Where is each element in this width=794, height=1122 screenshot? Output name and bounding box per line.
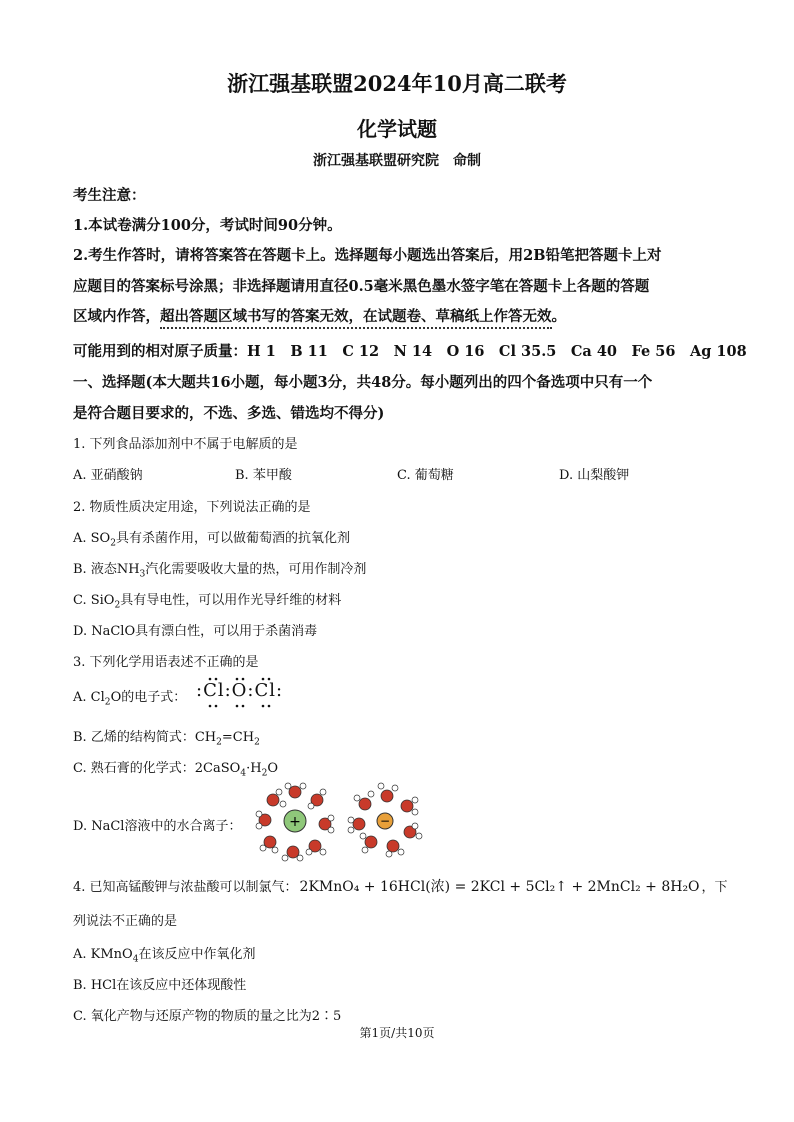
text: C. 熟石膏的化学式：2CaSO [73, 761, 241, 776]
text: 具有导电性，可以用作光导纤维的材料 [120, 593, 342, 608]
electron-formula-text: :Cl:O:Cl: [196, 680, 284, 701]
q3-stem: 3. 下列化学用语表述不正确的是 [73, 655, 259, 670]
text: A. KMnO [73, 947, 133, 962]
q4-option-c: C. 氧化产物与还原产物的物质的量之比为2∶5 [73, 1009, 342, 1024]
notice-item-2-line-3 [73, 305, 566, 326]
text: O [267, 761, 279, 776]
notice-text: 区域内作答， [73, 308, 160, 325]
emphasis-text: 超出答题区域书写的答案无效，在试题卷、草稿纸上作答无效 [160, 308, 552, 329]
text: O的电子式： [110, 690, 187, 705]
notice-item-1: 1.本试卷满分100分，考试时间90分钟。 [73, 217, 342, 234]
q1-option-b: B. 苯甲酸 [235, 468, 292, 483]
q4-stem-line-2: 列说法不正确的是 [73, 914, 178, 929]
subject-title: 化学试题 [357, 117, 437, 141]
plus-sign: + [289, 814, 301, 830]
q4-option-b: B. HCl在该反应中还体现酸性 [73, 978, 247, 993]
section-1-line-1: 一、选择题(本大题共16小题，每小题3分，共48分。每小题列出的四个备选项中只有一个 [73, 374, 653, 391]
notice-item-2-line-2: 应题目的答案标号涂黑；非选择题请用直径0.5毫米黑色墨水签字笔在答题卡上各题的答题 [73, 278, 650, 295]
q4-stem [73, 876, 728, 896]
q1-option-a: A. 亚硝酸钠 [73, 468, 143, 483]
text: 汽化需要吸收大量的热，可用作制冷剂 [145, 562, 367, 577]
q3-option-d: D. NaCl溶液中的水合离子： [73, 819, 242, 834]
text: C. SiO [73, 593, 115, 608]
subscript: 2 [261, 768, 268, 779]
exam-title: 浙江强基联盟2024年10月高二联考 [227, 71, 567, 96]
q2-stem: 2. 物质性质决定用途，下列说法正确的是 [73, 500, 311, 515]
q2-option-c [73, 589, 341, 611]
text: =CH [221, 730, 255, 745]
hydrated-ions-diagram [255, 782, 435, 862]
text: 具有杀菌作用，可以做葡萄酒的抗氧化剂 [116, 531, 351, 546]
subscript: 2 [110, 538, 117, 549]
author-line: 浙江强基联盟研究院 命制 [313, 153, 481, 169]
page-footer: 第1页/共10页 [359, 1026, 435, 1040]
q3-option-c [73, 757, 278, 779]
subscript: 2 [254, 737, 260, 748]
text: 在该反应中作氧化剂 [138, 947, 256, 962]
q3-option-a [73, 686, 186, 708]
q1-stem: 1. 下列食品添加剂中不属于电解质的是 [73, 437, 298, 452]
text: B. 乙烯的结构简式：CH [73, 730, 217, 745]
notice-heading: 考生注意： [73, 187, 146, 204]
subscript: 2 [104, 697, 111, 708]
lone-pair-dots [196, 676, 286, 710]
text: ·H [246, 761, 262, 776]
text: ，下 [701, 880, 728, 895]
text: 4. 已知高锰酸钾与浓盐酸可以制氯气： [73, 880, 298, 895]
subscript: 3 [139, 569, 146, 580]
hydrated-cation [256, 783, 334, 861]
q1-option-c: C. 葡萄糖 [397, 468, 454, 483]
q4-option-a [73, 943, 256, 965]
text: B. 液态NH [73, 562, 140, 577]
q3-option-b [73, 726, 260, 748]
minus-sign: − [379, 814, 391, 828]
text: A. SO [73, 531, 111, 546]
text: A. Cl [73, 690, 105, 705]
subscript: 4 [132, 954, 139, 965]
subscript: 2 [216, 737, 222, 748]
notice-item-2-line-1: 2.考生作答时，请将答案答在答题卡上。选择题每小题选出答案后，用2B铅笔把答题卡上对 [73, 247, 662, 264]
atomic-mass-line: 可能用到的相对原子质量：H 1 B 11 C 12 N 14 O 16 Cl 35.5 Ca 40 Fe 56 Ag 108 [73, 343, 747, 360]
q2-option-d: D. NaClO具有漂白性，可以用于杀菌消毒 [73, 624, 318, 639]
q2-option-a [73, 527, 350, 549]
q2-option-b [73, 558, 366, 580]
reaction-equation: 2KMnO₄ + 16HCl(浓) = 2KCl + 5Cl₂↑ + 2MnCl₂ + 8H₂O [299, 879, 700, 895]
hydrated-anion [348, 783, 422, 857]
subscript: 4 [240, 768, 247, 779]
notice-text-end: 。 [551, 308, 566, 325]
q1-option-d: D. 山梨酸钾 [559, 468, 630, 483]
subscript: 2 [114, 600, 121, 611]
section-1-line-2: 是符合题目要求的，不选、多选、错选均不得分) [73, 405, 385, 422]
